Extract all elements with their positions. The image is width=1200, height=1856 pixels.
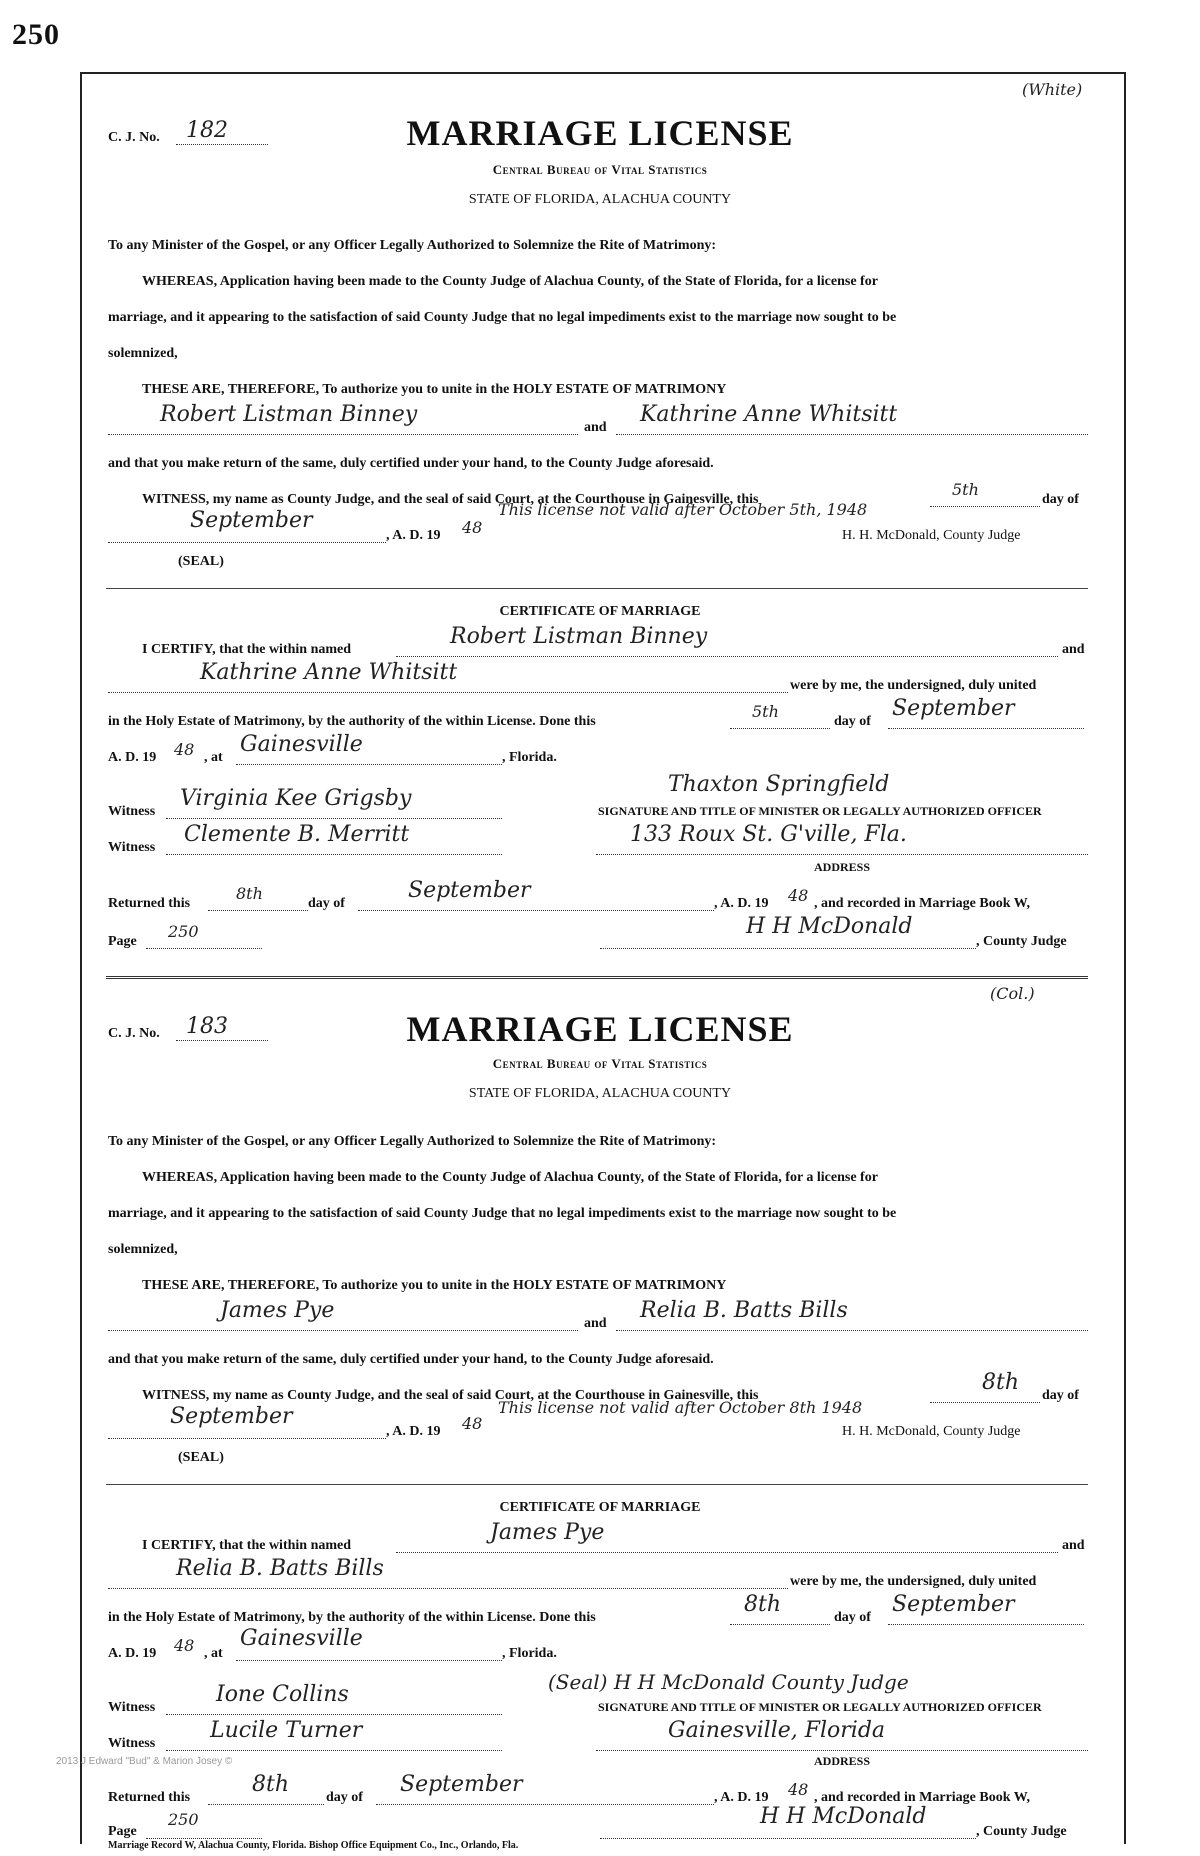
copyright-watermark: 2013 J Edward "Bud" & Marion Josey © <box>56 1756 233 1767</box>
at-label: , at <box>204 750 223 765</box>
groom-underline <box>108 1314 578 1331</box>
returned-day-of: day of <box>308 896 345 911</box>
cert-groom: Robert Listman Binney <box>450 624 708 649</box>
cj-number: 182 <box>186 118 228 143</box>
form-footer: Marriage Record W, Alachua County, Florida. Bishop Office Equipment Co., Inc., Orlando, Fla. <box>108 1840 519 1851</box>
whereas-line-1: WHEREAS, Application having been made to the County Judge of Alachua County, of the State of Florida, for a license for <box>142 1170 878 1185</box>
place: Gainesville <box>240 1626 363 1651</box>
returned-label: Returned this <box>108 896 191 911</box>
judge-signature: H H McDonald <box>760 1804 927 1829</box>
whereas-line-3: solemnized, <box>108 1242 178 1257</box>
and-label: and <box>584 420 607 435</box>
license-day: 5th <box>952 480 979 499</box>
judge-signature: H H McDonald <box>746 914 913 939</box>
page-underline <box>146 1822 262 1839</box>
ad-label: , A. D. 19 <box>386 528 441 543</box>
returned-day: 8th <box>236 884 263 903</box>
witness1-name: Virginia Kee Grigsby <box>180 786 412 811</box>
witness1-name: Ione Collins <box>216 1682 349 1707</box>
returned-year: 48 <box>788 886 809 905</box>
groom-name: James Pye <box>220 1298 335 1323</box>
race-note: (Col.) <box>990 984 1035 1003</box>
bureau-name: Central Bureau of Vital Statistics <box>492 162 708 177</box>
done-day-underline <box>730 712 830 729</box>
section-divider <box>106 1484 1088 1485</box>
cj-label: C. J. No. <box>108 130 160 145</box>
salutation: To any Minister of the Gospel, or any Officer Legally Authorized to Solemnize the Rite of Matrimony: <box>108 1134 717 1149</box>
license-year: 48 <box>462 1414 483 1433</box>
witness2-label: Witness <box>108 1736 156 1751</box>
record-divider <box>106 976 1088 979</box>
recorded-label: , and recorded in Marriage Book W, <box>814 896 1030 911</box>
day-of-label: day of <box>1042 1388 1079 1403</box>
whereas-line-1: WHEREAS, Application having been made to the County Judge of Alachua County, of the State of Florida, for a license for <box>142 274 878 289</box>
cert-groom: James Pye <box>490 1520 605 1545</box>
ad-at-label: A. D. 19 <box>108 1646 157 1661</box>
ad-at-label: A. D. 19 <box>108 750 157 765</box>
witness2-label: Witness <box>108 840 156 855</box>
witness2-name: Clemente B. Merritt <box>184 822 410 847</box>
judge-name: H. H. McDonald, County Judge <box>842 528 1021 543</box>
certificate-title: CERTIFICATE OF MARRIAGE <box>499 1500 701 1515</box>
returned-ad: , A. D. 19 <box>714 896 769 911</box>
florida-label: , Florida. <box>502 750 557 765</box>
cert-bride: Relia B. Batts Bills <box>176 1556 384 1581</box>
witness1-label: Witness <box>108 1700 156 1715</box>
validity-note: This license not valid after October 5th, 1948 <box>498 500 868 519</box>
officer-address: 133 Roux St. G'ville, Fla. <box>630 822 907 847</box>
done-day-of: day of <box>834 714 871 729</box>
cj-number: 183 <box>186 1014 228 1039</box>
license-month: September <box>190 508 313 533</box>
license-day-underline <box>930 490 1040 507</box>
witness2-name: Lucile Turner <box>210 1718 363 1743</box>
returned-label: Returned this <box>108 1790 191 1805</box>
state-county: STATE OF FLORIDA, ALACHUA COUNTY <box>468 1086 732 1101</box>
witness-line: WITNESS, my name as County Judge, and the seal of said Court, at the Courthouse in Gainesville, this <box>142 1388 759 1403</box>
groom-name: Robert Listman Binney <box>160 402 418 427</box>
sig-title-label: SIGNATURE AND TITLE OF MINISTER OR LEGALLY AUTHORIZED OFFICER <box>598 1700 1042 1714</box>
holy-estate-line: in the Holy Estate of Matrimony, by the authority of the within License. Done this <box>108 1610 596 1625</box>
done-year: 48 <box>174 1636 195 1655</box>
done-month: September <box>892 696 1015 721</box>
salutation: To any Minister of the Gospel, or any Officer Legally Authorized to Solemnize the Rite of Matrimony: <box>108 238 717 253</box>
license-month: September <box>170 1404 293 1429</box>
done-month: September <box>892 1592 1015 1617</box>
page-label: Page <box>108 1824 137 1839</box>
these-are-line: THESE ARE, THEREFORE, To authorize you to unite in the HOLY ESTATE OF MATRIMONY <box>142 382 727 397</box>
returned-day-of: day of <box>326 1790 363 1805</box>
page-value: 250 <box>168 922 199 941</box>
whereas-line-3: solemnized, <box>108 346 178 361</box>
recorded-label: , and recorded in Marriage Book W, <box>814 1790 1030 1805</box>
judge-name: H. H. McDonald, County Judge <box>842 1424 1021 1439</box>
were-by-me: were by me, the undersigned, duly united <box>790 1574 1037 1589</box>
were-by-me: were by me, the undersigned, duly united <box>790 678 1037 693</box>
license-year: 48 <box>462 518 483 537</box>
race-note: (White) <box>1022 80 1083 99</box>
address-label: ADDRESS <box>813 1754 870 1768</box>
these-are-line: THESE ARE, THEREFORE, To authorize you to unite in the HOLY ESTATE OF MATRIMONY <box>142 1278 727 1293</box>
officer-address: Gainesville, Florida <box>668 1718 886 1743</box>
bride-name: Kathrine Anne Whitsitt <box>640 402 898 427</box>
cert-and-label: and <box>1062 642 1085 657</box>
place: Gainesville <box>240 732 363 757</box>
and-label: and <box>584 1316 607 1331</box>
whereas-line-2: marriage, and it appearing to the satisfaction of said County Judge that no legal impediments exist to the marriage now sought to be <box>108 310 897 325</box>
return-line: and that you make return of the same, duly certified under your hand, to the County Judge aforesaid. <box>108 1352 714 1367</box>
day-of-label: day of <box>1042 492 1079 507</box>
at-label: , at <box>204 1646 223 1661</box>
holy-estate-line: in the Holy Estate of Matrimony, by the authority of the within License. Done this <box>108 714 596 729</box>
witness1-label: Witness <box>108 804 156 819</box>
cert-and-label: and <box>1062 1538 1085 1553</box>
state-county: STATE OF FLORIDA, ALACHUA COUNTY <box>468 192 732 207</box>
done-day: 8th <box>744 1592 782 1617</box>
page-number: 250 <box>12 18 60 51</box>
whereas-line-2: marriage, and it appearing to the satisfaction of said County Judge that no legal impediments exist to the marriage now sought to be <box>108 1206 897 1221</box>
certificate-title: CERTIFICATE OF MARRIAGE <box>499 604 701 619</box>
return-line: and that you make return of the same, duly certified under your hand, to the County Judge aforesaid. <box>108 456 714 471</box>
ad-label: , A. D. 19 <box>386 1424 441 1439</box>
returned-month: September <box>400 1772 523 1797</box>
page-value: 250 <box>168 1810 199 1829</box>
license-title: MARRIAGE LICENSE <box>406 113 794 153</box>
done-year: 48 <box>174 740 195 759</box>
bride-name: Relia B. Batts Bills <box>640 1298 848 1323</box>
florida-label: , Florida. <box>502 1646 557 1661</box>
witness-line: WITNESS, my name as County Judge, and the seal of said Court, at the Courthouse in Gainesville, this <box>142 492 759 507</box>
seal-label: (SEAL) <box>178 554 224 569</box>
certify-label: I CERTIFY, that the within named <box>142 1538 352 1553</box>
county-judge-label: , County Judge <box>976 934 1067 949</box>
license-title: MARRIAGE LICENSE <box>406 1009 794 1049</box>
certify-label: I CERTIFY, that the within named <box>142 642 352 657</box>
returned-year: 48 <box>788 1780 809 1799</box>
page-label: Page <box>108 934 137 949</box>
bureau-name: Central Bureau of Vital Statistics <box>492 1056 708 1071</box>
returned-month: September <box>408 878 531 903</box>
license-day: 8th <box>982 1370 1020 1395</box>
validity-note: This license not valid after October 8th 1948 <box>498 1398 863 1417</box>
done-day: 5th <box>752 702 779 721</box>
officer-signature: (Seal) H H McDonald County Judge <box>548 1670 909 1694</box>
seal-label: (SEAL) <box>178 1450 224 1465</box>
officer-signature: Thaxton Springfield <box>668 772 890 797</box>
done-day-of: day of <box>834 1610 871 1625</box>
sig-title-label: SIGNATURE AND TITLE OF MINISTER OR LEGALLY AUTHORIZED OFFICER <box>598 804 1042 818</box>
county-judge-label: , County Judge <box>976 1824 1067 1839</box>
address-label: ADDRESS <box>813 860 870 874</box>
section-divider <box>106 588 1088 589</box>
cert-bride: Kathrine Anne Whitsitt <box>200 660 458 685</box>
returned-day: 8th <box>252 1772 290 1797</box>
returned-ad: , A. D. 19 <box>714 1790 769 1805</box>
cj-label: C. J. No. <box>108 1026 160 1041</box>
page-underline <box>146 932 262 949</box>
